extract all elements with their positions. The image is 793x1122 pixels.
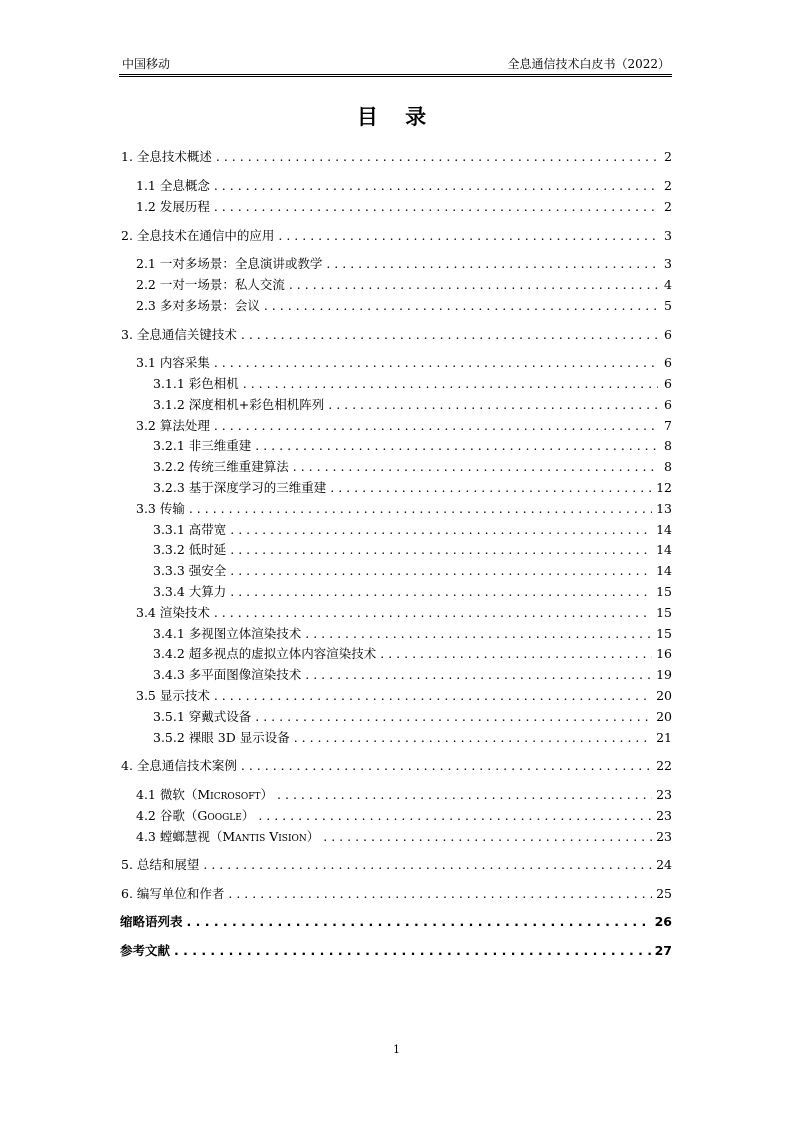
toc-entry-label: 3.2 算法处理 xyxy=(136,418,210,433)
toc-entry-label: 3.2.1 非三维重建 xyxy=(153,438,252,453)
toc-entry-3-4-1[interactable] xyxy=(153,626,672,642)
header-document-title: 全息通信技术白皮书（2022） xyxy=(507,57,670,71)
toc-entry-label: 2. 全息技术在通信中的应用 xyxy=(121,228,275,243)
toc-entry-page: 16 xyxy=(656,646,672,661)
toc-leader xyxy=(214,199,658,215)
toc-entry-label: 3.4.3 多平面图像渲染技术 xyxy=(153,667,302,682)
toc-entry-label: 3.3.1 高带宽 xyxy=(153,522,227,537)
toc-entry-page: 2 xyxy=(664,178,672,193)
toc-entry-label: 1. 全息技术概述 xyxy=(121,149,212,164)
toc-entry-label: 3.1 内容采集 xyxy=(136,355,210,370)
toc-leader xyxy=(330,480,652,496)
toc-entry-4-3[interactable] xyxy=(136,829,672,845)
toc-leader xyxy=(189,501,652,517)
toc-entry-3-3-2[interactable] xyxy=(153,542,672,558)
toc-entry-label: 参考文献 xyxy=(120,943,171,958)
toc-entry-page: 20 xyxy=(656,688,672,703)
toc-entry-3-1[interactable] xyxy=(136,355,672,371)
toc-leader xyxy=(255,709,652,725)
toc-entry-1-1[interactable] xyxy=(136,178,672,194)
toc-entry-label: 3.4.2 超多视点的虚拟立体内容渲染技术 xyxy=(153,646,377,661)
toc-leader xyxy=(230,542,652,558)
toc-entry-page: 3 xyxy=(664,228,672,243)
toc-leader xyxy=(241,327,658,343)
toc-entry-label: 3.1.1 彩色相机 xyxy=(153,376,239,391)
toc-entry-4-2[interactable] xyxy=(136,808,672,824)
toc-leader xyxy=(305,626,652,642)
toc-entry-5[interactable] xyxy=(121,857,672,873)
toc-entry-page: 23 xyxy=(656,808,672,823)
toc-entry-page: 14 xyxy=(656,522,672,537)
toc-entry-label: 4. 全息通信技术案例 xyxy=(121,758,237,773)
toc-entry-3-2-1[interactable] xyxy=(153,438,672,454)
toc-leader xyxy=(328,397,658,413)
toc-leader xyxy=(294,730,652,746)
toc-entry-page: 24 xyxy=(656,857,672,872)
toc-entry-page: 3 xyxy=(664,256,672,271)
toc-entry-3-5[interactable] xyxy=(136,688,672,704)
toc-entry-label: 3.5.1 穿戴式设备 xyxy=(153,709,252,724)
toc-entry-page: 14 xyxy=(656,542,672,557)
toc-entry-1[interactable] xyxy=(121,149,672,165)
toc-leader xyxy=(258,808,652,824)
toc-entry-3-2-3[interactable] xyxy=(153,480,672,496)
toc-leader xyxy=(216,149,658,165)
toc-leader xyxy=(326,256,658,272)
toc-entry-label: 3.3.4 大算力 xyxy=(153,584,227,599)
toc-entry-page: 23 xyxy=(656,787,672,802)
toc-leader xyxy=(255,438,658,454)
toc-entry-label: 3.3.2 低时延 xyxy=(153,542,227,557)
toc-entry-abbreviations[interactable] xyxy=(120,914,672,930)
header-organization: 中国移动 xyxy=(122,57,171,71)
toc-leader xyxy=(230,522,652,538)
toc-entry-3-2[interactable] xyxy=(136,418,672,434)
toc-entry-page: 7 xyxy=(664,418,672,433)
toc-entry-page: 20 xyxy=(656,709,672,724)
toc-entry-label: 3.4.1 多视图立体渲染技术 xyxy=(153,626,302,641)
toc-entry-label: 2.1 一对多场景：全息演讲或教学 xyxy=(136,256,323,271)
toc-leader xyxy=(380,646,652,662)
toc-entry-page: 12 xyxy=(656,480,672,495)
toc-entry-page: 6 xyxy=(664,397,672,412)
toc-entry-page: 13 xyxy=(656,501,672,516)
toc-entry-page: 26 xyxy=(654,914,672,929)
toc-entry-label: 3.2.3 基于深度学习的三维重建 xyxy=(153,480,327,495)
toc-entry-label: 1.2 发展历程 xyxy=(136,199,210,214)
toc-entry-label: 缩略语列表 xyxy=(120,914,183,929)
toc-leader xyxy=(278,228,658,244)
toc-entry-page: 27 xyxy=(654,943,672,958)
toc-entry-3-3[interactable] xyxy=(136,501,672,517)
toc-leader xyxy=(214,605,652,621)
toc-entry-label: 3.5.2 裸眼 3D 显示设备 xyxy=(153,730,290,745)
toc-leader xyxy=(174,943,651,959)
toc-entry-page: 2 xyxy=(664,199,672,214)
toc-entry-references[interactable] xyxy=(120,943,672,959)
toc-entry-page: 21 xyxy=(656,730,672,745)
toc-entry-label: 4.1 微软（Microsoft） xyxy=(136,787,274,802)
toc-entry-page: 23 xyxy=(656,829,672,844)
toc-entry-page: 22 xyxy=(656,758,672,773)
toc-entry-label: 5. 总结和展望 xyxy=(121,857,200,872)
toc-leader xyxy=(230,563,652,579)
toc-entry-3-2-2[interactable] xyxy=(153,459,672,475)
toc-entry-3-5-2[interactable] xyxy=(153,730,672,746)
page-number: 1 xyxy=(393,1043,400,1056)
toc-leader xyxy=(230,584,652,600)
toc-entry-label: 3.2.2 传统三维重建算法 xyxy=(153,459,289,474)
toc-entry-page: 8 xyxy=(664,459,672,474)
toc-entry-3-1-2[interactable] xyxy=(153,397,672,413)
toc-entry-page: 15 xyxy=(656,626,672,641)
toc-leader xyxy=(305,667,652,683)
toc-entry-label: 1.1 全息概念 xyxy=(136,178,210,193)
toc-entry-1-2[interactable] xyxy=(136,199,672,215)
toc-entry-3-3-3[interactable] xyxy=(153,563,672,579)
toc-entry-page: 2 xyxy=(664,149,672,164)
toc-entry-3-4[interactable] xyxy=(136,605,672,621)
toc-leader xyxy=(228,886,652,902)
toc-entry-label: 4.2 谷歌（Google） xyxy=(136,808,255,823)
toc-leader xyxy=(214,355,658,371)
toc-leader xyxy=(214,178,658,194)
toc-leader xyxy=(289,277,658,293)
toc-entry-label: 2.3 多对多场景：会议 xyxy=(136,298,260,313)
toc-leader xyxy=(187,914,651,930)
toc-leader xyxy=(214,688,652,704)
toc-leader xyxy=(293,459,658,475)
toc-entry-label: 3. 全息通信关键技术 xyxy=(121,327,237,342)
toc-entry-label: 4.3 螳螂慧视（Mantis Vision） xyxy=(136,829,320,844)
toc-title: 目 录 xyxy=(356,105,437,129)
toc-entry-label: 3.5 显示技术 xyxy=(136,688,210,703)
toc-entry-page: 19 xyxy=(656,667,672,682)
toc-entry-page: 6 xyxy=(664,376,672,391)
toc-leader xyxy=(203,857,652,873)
toc-entry-page: 6 xyxy=(664,355,672,370)
toc-entry-page: 15 xyxy=(656,584,672,599)
toc-entry-label: 2.2 一对一场景：私人交流 xyxy=(136,277,285,292)
toc-entry-page: 15 xyxy=(656,605,672,620)
toc-entry-page: 14 xyxy=(656,563,672,578)
toc-entry-3-1-1[interactable] xyxy=(153,376,672,392)
toc-entry-2-3[interactable] xyxy=(136,298,672,314)
toc-leader xyxy=(264,298,658,314)
toc-entry-2-1[interactable] xyxy=(136,256,672,272)
toc-entry-label: 3.4 渲染技术 xyxy=(136,605,210,620)
toc-entry-page: 6 xyxy=(664,327,672,342)
toc-leader xyxy=(277,787,652,803)
toc-entry-2[interactable] xyxy=(121,228,672,244)
toc-entry-3[interactable] xyxy=(121,327,672,343)
toc-entry-3-3-1[interactable] xyxy=(153,522,672,538)
toc-entry-3-4-3[interactable] xyxy=(153,667,672,683)
toc-entry-page: 5 xyxy=(664,298,672,313)
toc-entry-3-4-2[interactable] xyxy=(153,646,672,662)
toc-entry-6[interactable] xyxy=(121,886,672,902)
toc-leader xyxy=(214,418,658,434)
toc-entry-4[interactable] xyxy=(121,758,672,774)
toc-entry-4-1[interactable] xyxy=(136,787,672,803)
toc-entry-page: 4 xyxy=(664,277,672,292)
toc-leader xyxy=(323,829,652,845)
toc-leader xyxy=(243,376,658,392)
toc-entry-2-2[interactable] xyxy=(136,277,672,293)
toc-leader xyxy=(241,758,652,774)
toc-entry-3-3-4[interactable] xyxy=(153,584,672,600)
toc-entry-3-5-1[interactable] xyxy=(153,709,672,725)
toc-entry-label: 6. 编写单位和作者 xyxy=(121,886,225,901)
toc-entry-label: 3.3.3 强安全 xyxy=(153,563,227,578)
toc-entry-label: 3.3 传输 xyxy=(136,501,185,516)
toc-entry-page: 8 xyxy=(664,438,672,453)
toc-entry-label: 3.1.2 深度相机+彩色相机阵列 xyxy=(153,397,325,412)
toc-entry-page: 25 xyxy=(656,886,672,901)
